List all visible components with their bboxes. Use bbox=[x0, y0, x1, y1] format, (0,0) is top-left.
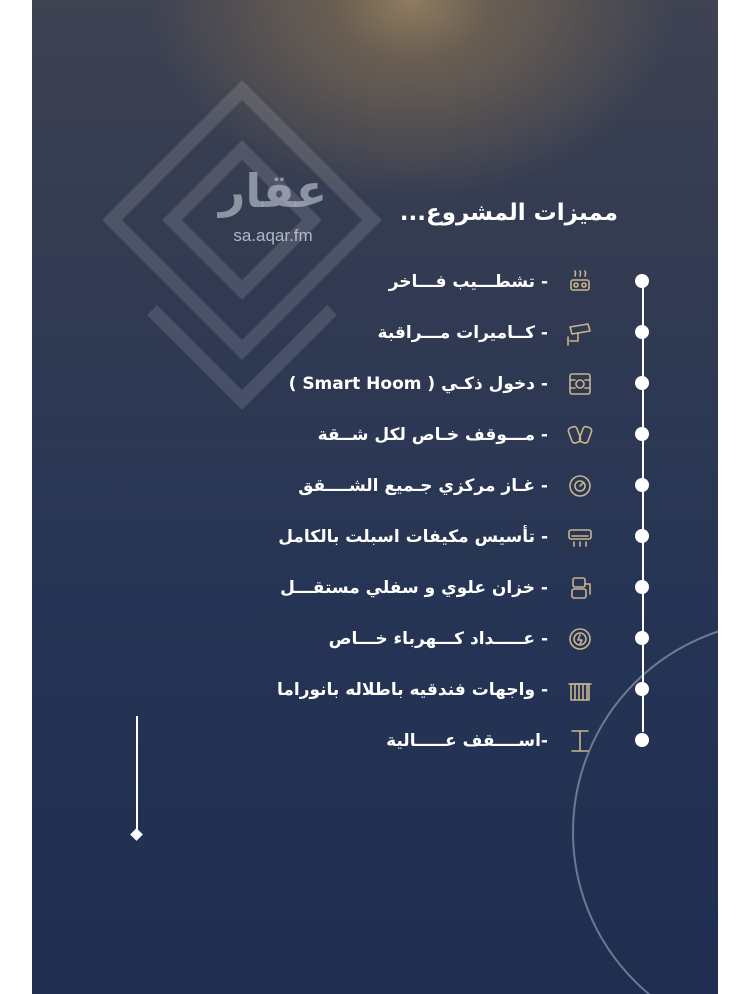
feature-item bbox=[32, 568, 718, 608]
feature-label: - مـــوقف خـاص لكل شــقة bbox=[317, 425, 548, 445]
poster bbox=[32, 0, 718, 994]
feature-item bbox=[32, 517, 718, 557]
stove-icon bbox=[566, 268, 594, 296]
facade-icon bbox=[566, 676, 594, 704]
feature-label: - دخول ذكـي ( Smart Hoom ) bbox=[288, 374, 548, 394]
feature-item bbox=[32, 313, 718, 353]
feature-item bbox=[32, 262, 718, 302]
timeline-dot bbox=[635, 580, 649, 594]
parking-icon bbox=[566, 421, 594, 449]
feature-label: - خزان علوي و سفلي مستقـــل bbox=[280, 578, 548, 598]
feature-label: - تأسيس مكيفات اسبلت بالكامل bbox=[278, 527, 548, 547]
feature-label: - غـاز مركزي جـميع الشــــقق bbox=[298, 476, 548, 496]
logo-url: sa.aqar.fm bbox=[233, 226, 313, 245]
feature-item bbox=[32, 619, 718, 659]
gas-gauge-icon bbox=[566, 472, 594, 500]
air-conditioner-icon bbox=[566, 523, 594, 551]
timeline-dot bbox=[635, 529, 649, 543]
water-tank-icon bbox=[566, 574, 594, 602]
timeline-dot bbox=[635, 376, 649, 390]
feature-item bbox=[32, 415, 718, 455]
feature-label: - عـــــداد كـــهرباء خـــاص bbox=[328, 629, 548, 649]
feature-item bbox=[32, 364, 718, 404]
timeline-dot bbox=[635, 274, 649, 288]
section-title: مميزات المشروع... bbox=[399, 200, 618, 226]
timeline-dot bbox=[635, 631, 649, 645]
feature-item bbox=[32, 721, 718, 761]
feature-item bbox=[32, 670, 718, 710]
feature-label: - تشطـــيب فـــاخر bbox=[388, 272, 548, 292]
ceiling-height-icon bbox=[566, 727, 594, 755]
smart-entry-icon bbox=[566, 370, 594, 398]
timeline-dot bbox=[635, 427, 649, 441]
feature-label: - كــاميرات مـــراقبة bbox=[377, 323, 548, 343]
decorative-diamond bbox=[130, 828, 143, 841]
feature-item bbox=[32, 466, 718, 506]
timeline-dot bbox=[635, 733, 649, 747]
timeline-dot bbox=[635, 325, 649, 339]
feature-label: - واجهات فندقيه باطلاله بانوراما bbox=[276, 680, 548, 700]
electric-meter-icon bbox=[566, 625, 594, 653]
timeline-dot bbox=[635, 682, 649, 696]
feature-label: -اســــقف عـــــالية bbox=[386, 731, 548, 751]
cctv-camera-icon bbox=[566, 319, 594, 347]
timeline-dot bbox=[635, 478, 649, 492]
logo-name: عقار bbox=[218, 164, 328, 218]
